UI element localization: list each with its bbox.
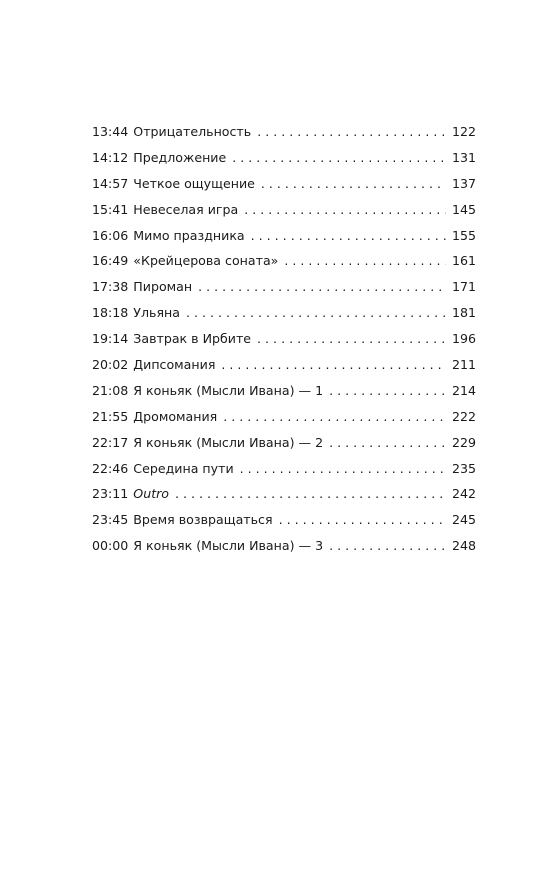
toc-entry-title: «Крейцерова соната» <box>133 253 279 269</box>
toc-entry-time: 16:06 <box>92 227 129 243</box>
toc-entry-time: 17:38 <box>92 279 129 295</box>
toc-dot-leader <box>329 533 446 559</box>
toc-entry-time: 16:49 <box>92 253 129 269</box>
toc-entry[interactable] <box>92 300 476 326</box>
toc-entry-page: 145 <box>451 201 476 217</box>
toc-dot-leader <box>257 119 446 145</box>
toc-entry-page: 137 <box>451 175 476 191</box>
toc-entry-time: 22:17 <box>92 434 129 450</box>
toc-entry[interactable] <box>92 197 476 223</box>
toc-entry-page: 214 <box>451 382 476 398</box>
toc-entry-time: 21:08 <box>92 382 129 398</box>
toc-entry[interactable] <box>92 274 476 300</box>
toc-entry-time: 23:45 <box>92 512 129 528</box>
toc-entry-page: 211 <box>451 357 476 373</box>
toc-entry-title: Outro <box>133 486 170 502</box>
toc-entry-page: 131 <box>451 149 476 165</box>
toc-entry-title: Я коньяк (Мысли Ивана) — 2 <box>133 434 324 450</box>
toc-dot-leader <box>261 171 446 197</box>
toc-entry-title: Невеселая игра <box>133 201 239 217</box>
toc-dot-leader <box>223 404 446 430</box>
toc-entry-page: 248 <box>451 538 476 554</box>
toc-dot-leader <box>175 481 446 507</box>
toc-entry[interactable] <box>92 248 476 274</box>
toc-entry[interactable] <box>92 404 476 430</box>
toc-dot-leader <box>244 197 446 223</box>
toc-entry[interactable] <box>92 533 476 559</box>
toc-entry-title: Середина пути <box>133 460 234 476</box>
toc-entry[interactable] <box>92 378 476 404</box>
toc-entry[interactable] <box>92 507 476 533</box>
table-of-contents <box>92 119 476 559</box>
toc-entry-page: 235 <box>451 460 476 476</box>
toc-dot-leader <box>257 326 446 352</box>
toc-entry-time: 23:11 <box>92 486 129 502</box>
toc-entry-title: Я коньяк (Мысли Ивана) — 3 <box>133 538 324 554</box>
toc-entry-time: 00:00 <box>92 538 129 554</box>
toc-entry-time: 13:44 <box>92 124 129 139</box>
toc-entry-page: 196 <box>451 331 476 347</box>
toc-entry[interactable] <box>92 352 476 378</box>
toc-entry[interactable] <box>92 456 476 482</box>
toc-entry-title: Четкое ощущение <box>133 175 255 191</box>
toc-entry-time: 18:18 <box>92 305 129 321</box>
toc-entry-page: 171 <box>451 279 476 295</box>
toc-entry-time: 15:41 <box>92 201 129 217</box>
toc-dot-leader <box>279 507 446 533</box>
toc-entry-time: 14:12 <box>92 149 129 165</box>
toc-dot-leader <box>198 274 446 300</box>
toc-entry-time: 19:14 <box>92 331 129 347</box>
toc-entry-title: Завтрак в Ирбите <box>133 331 252 347</box>
toc-entry-title: Я коньяк (Мысли Ивана) — 1 <box>133 382 324 398</box>
toc-entry-title: Предложение <box>133 149 227 165</box>
toc-dot-leader <box>284 248 446 274</box>
toc-entry-title: Ульяна <box>133 305 180 321</box>
toc-dot-leader <box>186 300 446 326</box>
toc-entry-page: 155 <box>451 227 476 243</box>
toc-entry-title: Дромомания <box>133 408 218 424</box>
toc-entry-title: Мимо праздника <box>133 227 245 243</box>
toc-entry[interactable] <box>92 119 476 145</box>
toc-entry-page: 122 <box>451 124 476 139</box>
toc-dot-leader <box>329 378 446 404</box>
toc-entry[interactable] <box>92 223 476 249</box>
toc-entry-page: 245 <box>451 512 476 528</box>
toc-entry-page: 222 <box>451 408 476 424</box>
toc-entry-time: 14:57 <box>92 175 129 191</box>
toc-entry-page: 181 <box>451 305 476 321</box>
toc-entry[interactable] <box>92 145 476 171</box>
toc-dot-leader <box>221 352 446 378</box>
toc-entry-title: Отрицательность <box>133 124 252 139</box>
toc-entry-time: 20:02 <box>92 357 129 373</box>
toc-entry-page: 242 <box>451 486 476 502</box>
toc-entry[interactable] <box>92 326 476 352</box>
toc-dot-leader <box>232 145 446 171</box>
toc-dot-leader <box>251 223 446 249</box>
toc-entry-title: Время возвращаться <box>133 512 273 528</box>
toc-entry[interactable] <box>92 430 476 456</box>
toc-entry-page: 161 <box>451 253 476 269</box>
toc-entry[interactable] <box>92 171 476 197</box>
toc-entry-title: Дипсомания <box>133 357 216 373</box>
toc-entry-page: 229 <box>451 434 476 450</box>
toc-entry-time: 21:55 <box>92 408 129 424</box>
toc-entry[interactable] <box>92 481 476 507</box>
toc-entry-time: 22:46 <box>92 460 129 476</box>
toc-dot-leader <box>329 430 446 456</box>
toc-entry-title: Пироман <box>133 279 193 295</box>
toc-dot-leader <box>240 456 446 482</box>
